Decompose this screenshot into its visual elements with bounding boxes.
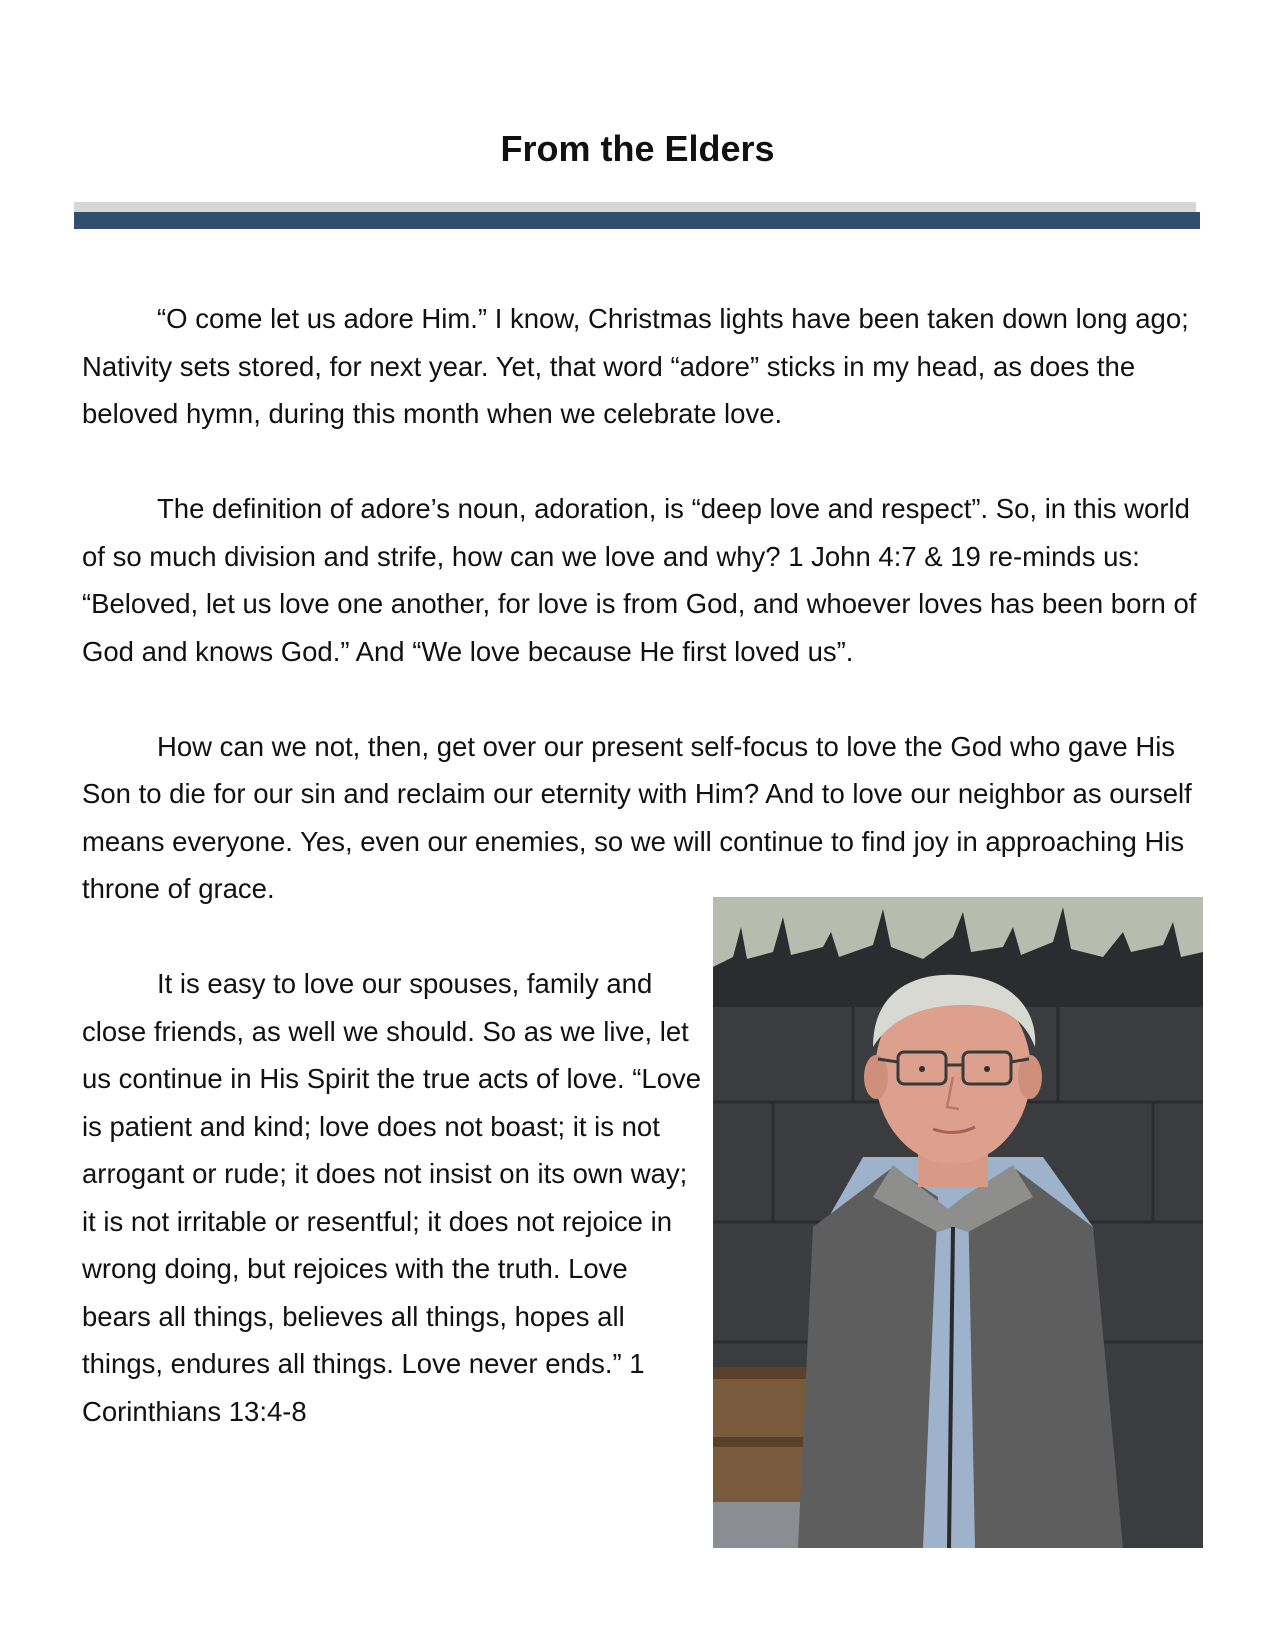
paragraph-4: It is easy to love our spouses, family and close friends, as well we should. So as we live, let us continue in His Spirit the true acts of love. “Love is patient and kind; love does not boast; it is not arrogant or rude; it does not insist on its own way; it is not irritable or resentful; it does not rejoice in wrong doing, but rejoices with the truth. Love bears all things, believes all things, hopes all things, endures all things. Love never ends.” 1 Corinthians 13:4-8 — [82, 968, 702, 1427]
elder-portrait-photo — [713, 897, 1203, 1548]
header-rule-blue — [74, 212, 1200, 229]
paragraph-1: “O come let us adore Him.” I know, Christmas lights have been taken down long ago; Nativity sets stored, for next year. Yet, that word “adore” sticks in my head, as does the beloved hymn, during this month when we celebrate love. — [82, 303, 1189, 429]
header-rule-gray — [74, 202, 1196, 212]
page-title: From the Elders — [500, 128, 775, 169]
paragraph-2: The definition of adore’s noun, adoration, is “deep love and respect”. So, in this world of so much division and strife, how can we love and why? 1 John 4:7 & 19 re-minds us: “Beloved, let us love one another, for love is from God, and whoever loves has been born of God and knows God.” And “We love because He first loved us”. — [82, 493, 1197, 667]
portrait-illustration — [713, 897, 1203, 1548]
paragraph-3: How can we not, then, get over our present self-focus to love the God who gave His Son to die for our sin and reclaim our eternity with Him? And to love our neighbor as ourself means everyone. Yes, even our enemies, so we will continue to find joy in approaching His throne of grace. — [82, 730, 1192, 904]
